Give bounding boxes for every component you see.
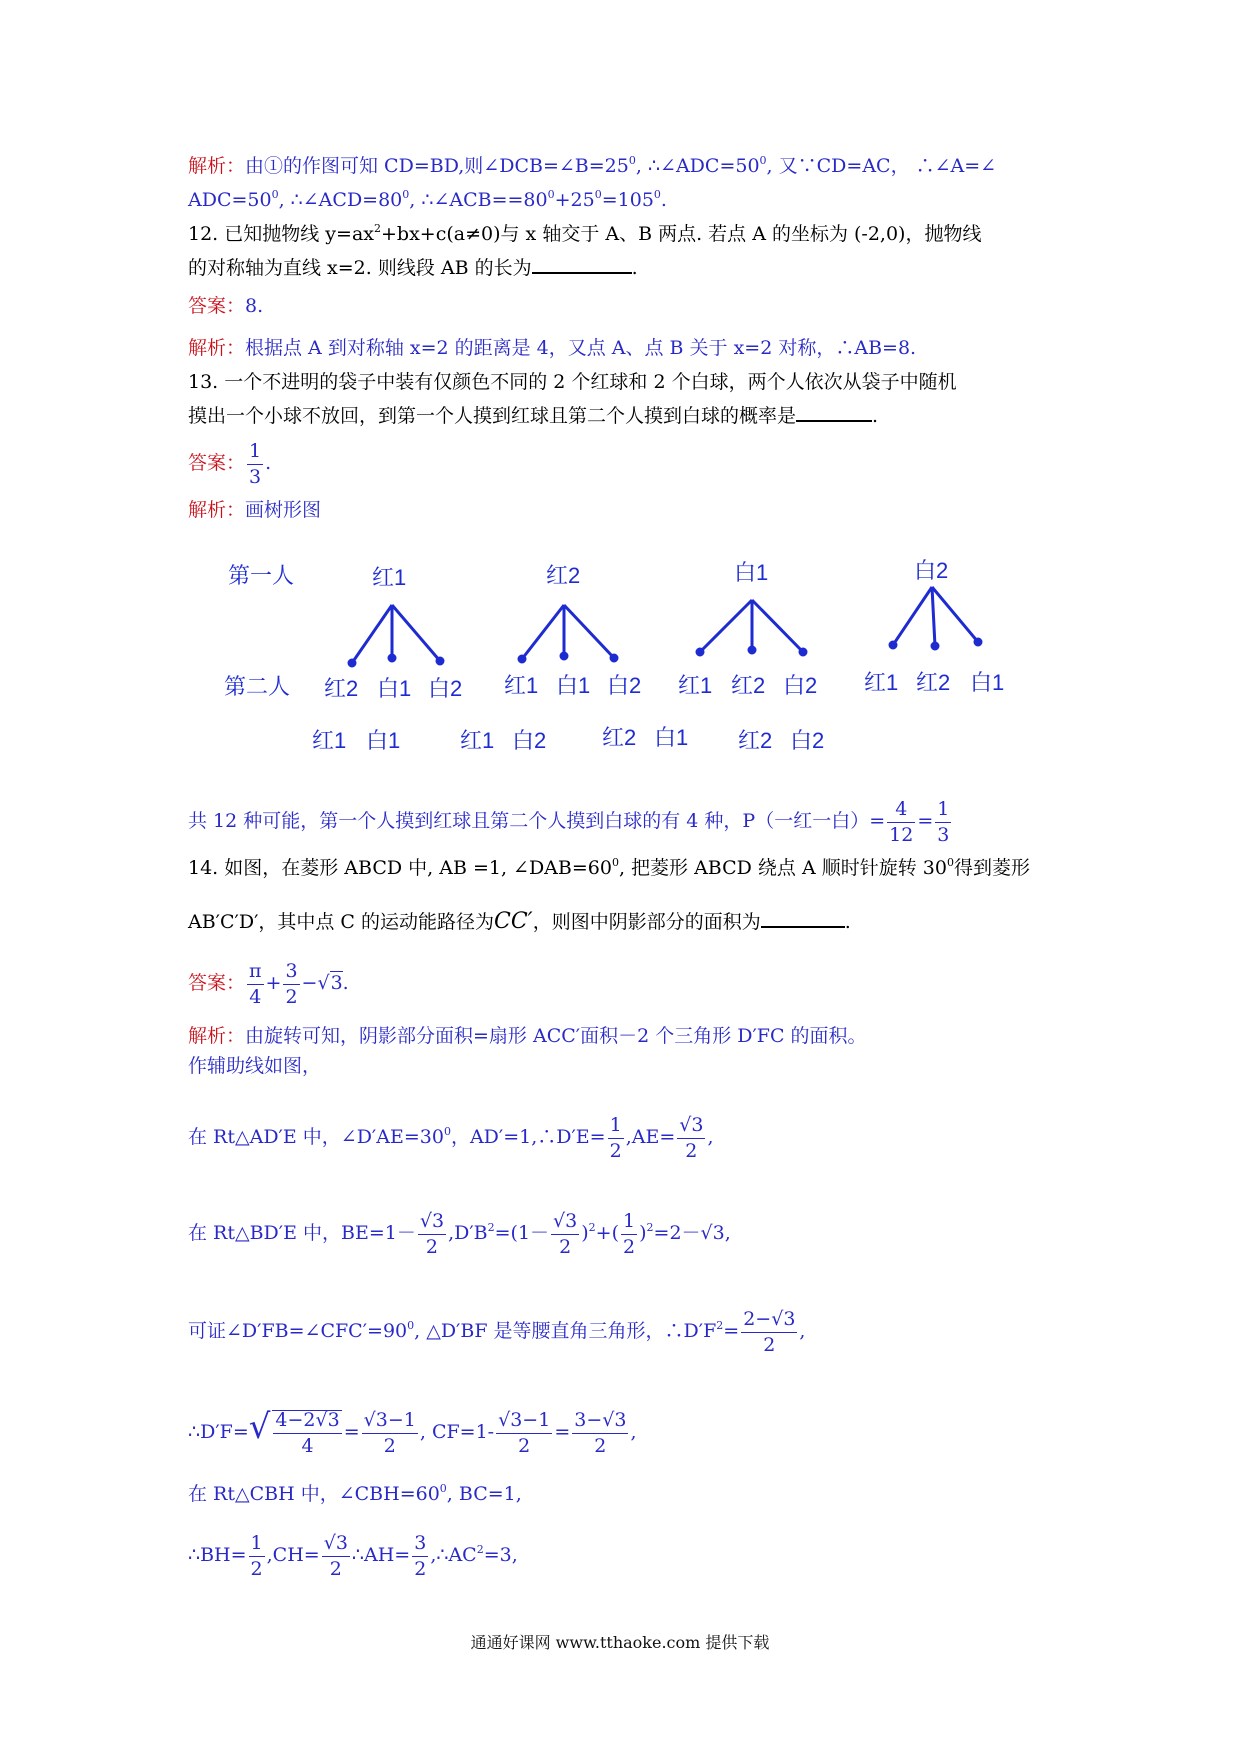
answer-blank xyxy=(761,922,845,928)
tree-root: 红2 xyxy=(546,563,581,588)
derivation-line4: ∴D′F=√ $\frac{4-2√3}{4}$ = $\frac{√3-1}{2}$ , CF=1- $\frac{√3-1}{2}$ = $\frac{3-√3}{2}$ , xyxy=(188,1407,637,1457)
tree-child: 白1 xyxy=(970,670,1005,695)
analysis-13-summary: 共 12 种可能，第一个人摸到红球且第二个人摸到白球的有 4 种，P（一红一白）= $\frac{4}{12}$ = $\frac{1}{3}$ xyxy=(188,797,950,846)
tree-level2-label: 第二人 xyxy=(224,674,291,699)
fraction: $\frac{1}{3}$ xyxy=(937,797,950,846)
tree-child: 红2 xyxy=(324,676,359,701)
analysis-12: 解析：根据点 A 到对称轴 x=2 的距离是 4，又点 A、点 B 关于 x=2 对称，∴AB=8. xyxy=(188,337,917,359)
page-footer: 通通好课网 www.tthaoke.com 提供下载 xyxy=(470,1633,770,1652)
tree-child: 红1 xyxy=(678,673,713,698)
question-13-line1: 13. 一个不进明的袋子中装有仅颜色不同的 2 个红球和 2 个白球，两个人依次从袋子中随机 xyxy=(188,371,957,393)
fraction: $\frac{4-2√3}{4}$ xyxy=(272,1410,341,1456)
answer-14: 答案： $\frac{\pi}{4}$ + $\frac{3}{2}$ −√3. xyxy=(188,959,349,1008)
question-12-line2: 的对称轴为直线 x=2. 则线段 AB 的长为 . xyxy=(188,257,638,279)
derivation-line6: ∴BH= $\frac{1}{2}$ ,CH= $\frac{√3}{2}$ ∴AH= $\frac{3}{2}$ $,\therefore AC^2=3$, xyxy=(188,1531,518,1580)
tree-child: 白1 xyxy=(377,676,412,701)
derivation-line2: 在 Rt△BD′E 中，BE=1－ $\frac{√3}{2}$ $,D'B^2=(1-$ $\frac{√3}{2}$ )$^2$+( $\frac{1}{2}$ )$^2$=2－√3, xyxy=(188,1209,731,1258)
fraction: $\frac{1}{3}$ xyxy=(249,439,262,488)
answer-13: 答案： $\frac{1}{3}$ . xyxy=(188,439,272,488)
fraction: $\frac{\pi}{4}$ xyxy=(249,959,262,1008)
tree-child: 红2 xyxy=(916,670,951,695)
derivation-line1: 在 Rt△AD′E 中，$\angle D'AE=30^0$，AD′=1,∴D′E= $\frac{1}{2}$ ,AE= $\frac{√3}{2}$ , xyxy=(188,1113,714,1162)
fraction: $\frac{√3}{2}$ xyxy=(553,1209,578,1258)
analysis-13: 解析：画树形图 xyxy=(188,499,322,521)
tree-level1-label: 第一人 xyxy=(228,563,295,588)
tree-pair: 红1 xyxy=(460,728,495,753)
derivation-line3: 可证$\angle D'FB=\angle CFC'=90^0$, △D′BF 是等腰直角三角形，$\therefore D'F^2=$ $\frac{2-√3}{2}$ , xyxy=(188,1307,806,1356)
tree-pair: 红1 xyxy=(312,728,347,753)
tree-root: 白1 xyxy=(734,560,769,585)
question-13-line2: 摸出一个小球不放回，到第一个人摸到红球且第二个人摸到白球的概率是 . xyxy=(188,405,879,427)
answer-12: 答案：8. xyxy=(188,295,264,317)
tree-child: 白2 xyxy=(428,676,463,701)
tree-child: 白1 xyxy=(556,673,591,698)
question-14-line2: AB′C′D′，其中点 C 的运动能路径为CC′，则图中阴影部分的面积为 . xyxy=(188,909,851,934)
fraction: $\frac{4}{12}$ xyxy=(889,797,914,846)
tree-pair: 白2 xyxy=(790,728,825,753)
probability-tree-diagram xyxy=(0,540,1240,770)
fraction: $\frac{√3}{2}$ xyxy=(679,1113,704,1162)
fraction: $\frac{√3}{2}$ xyxy=(323,1531,348,1580)
tree-root: 红1 xyxy=(372,565,407,590)
analysis-11-line2: $ADC=50^0$, $\therefore\angle ACD=80^0$, $\therefore\angle ACB==80^0+25^0=105^0$. xyxy=(188,188,667,211)
question-12-line1: 12. 已知抛物线 $y=ax^2+bx+c(a\ne 0)$与 x 轴交于 A、B 两点. 若点 A 的坐标为 (-2,0)，抛物线 xyxy=(188,222,982,245)
fraction: $\frac{√3-1}{2}$ xyxy=(498,1408,551,1457)
tree-child: 红1 xyxy=(504,673,539,698)
fraction: $\frac{√3}{2}$ xyxy=(419,1209,445,1258)
fraction: $\frac{1}{2}$ xyxy=(609,1113,622,1162)
tree-root: 白2 xyxy=(914,558,949,583)
tree-child: 白2 xyxy=(607,673,642,698)
fraction: $\frac{3}{2}$ xyxy=(285,959,298,1008)
analysis-11-line1: 解析：由①的作图可知 CD=BD,则$\angle DCB=\angle B=25^0$, $\therefore\angle ADC=50^0$, 又∵CD=AC， ∴∠A=∠ xyxy=(188,154,997,177)
tree-pair: 红2 xyxy=(602,725,637,750)
analysis-14-line2: 作辅助线如图， xyxy=(188,1055,322,1077)
fraction: $\frac{1}{2}$ xyxy=(250,1531,263,1580)
sqrt-icon: √ xyxy=(248,1407,271,1447)
tree-pair: 白1 xyxy=(654,725,689,750)
derivation-line5: 在 Rt△CBH 中，$\angle CBH=60^0$, BC=1, xyxy=(188,1482,522,1505)
answer-blank xyxy=(796,416,872,422)
fraction: $\frac{√3-1}{2}$ xyxy=(363,1408,416,1457)
tree-child: 白2 xyxy=(783,673,818,698)
fraction: $\frac{1}{2}$ xyxy=(623,1209,636,1258)
tree-pair: 白1 xyxy=(366,728,401,753)
fraction: $\frac{3-√3}{2}$ xyxy=(574,1408,627,1457)
tree-pair: 白2 xyxy=(512,728,547,753)
fraction: $\frac{2-√3}{2}$ xyxy=(743,1307,796,1356)
tree-child: 红1 xyxy=(864,670,899,695)
answer-blank xyxy=(532,268,632,274)
analysis-14: 解析：由旋转可知，阴影部分面积=扇形 ACC′面积－2 个三角形 D′FC 的面积。 xyxy=(188,1025,867,1047)
fraction: $\frac{3}{2}$ xyxy=(414,1531,427,1580)
question-14-line1: 14. 如图，在菱形 ABCD 中, AB =1, $\angle DAB=60^0$, 把菱形 ABCD 绕点 A 顺时针旋转 $30^0$得到菱形 xyxy=(188,856,1030,879)
tree-child: 红2 xyxy=(731,673,766,698)
tree-pair: 红2 xyxy=(738,728,773,753)
